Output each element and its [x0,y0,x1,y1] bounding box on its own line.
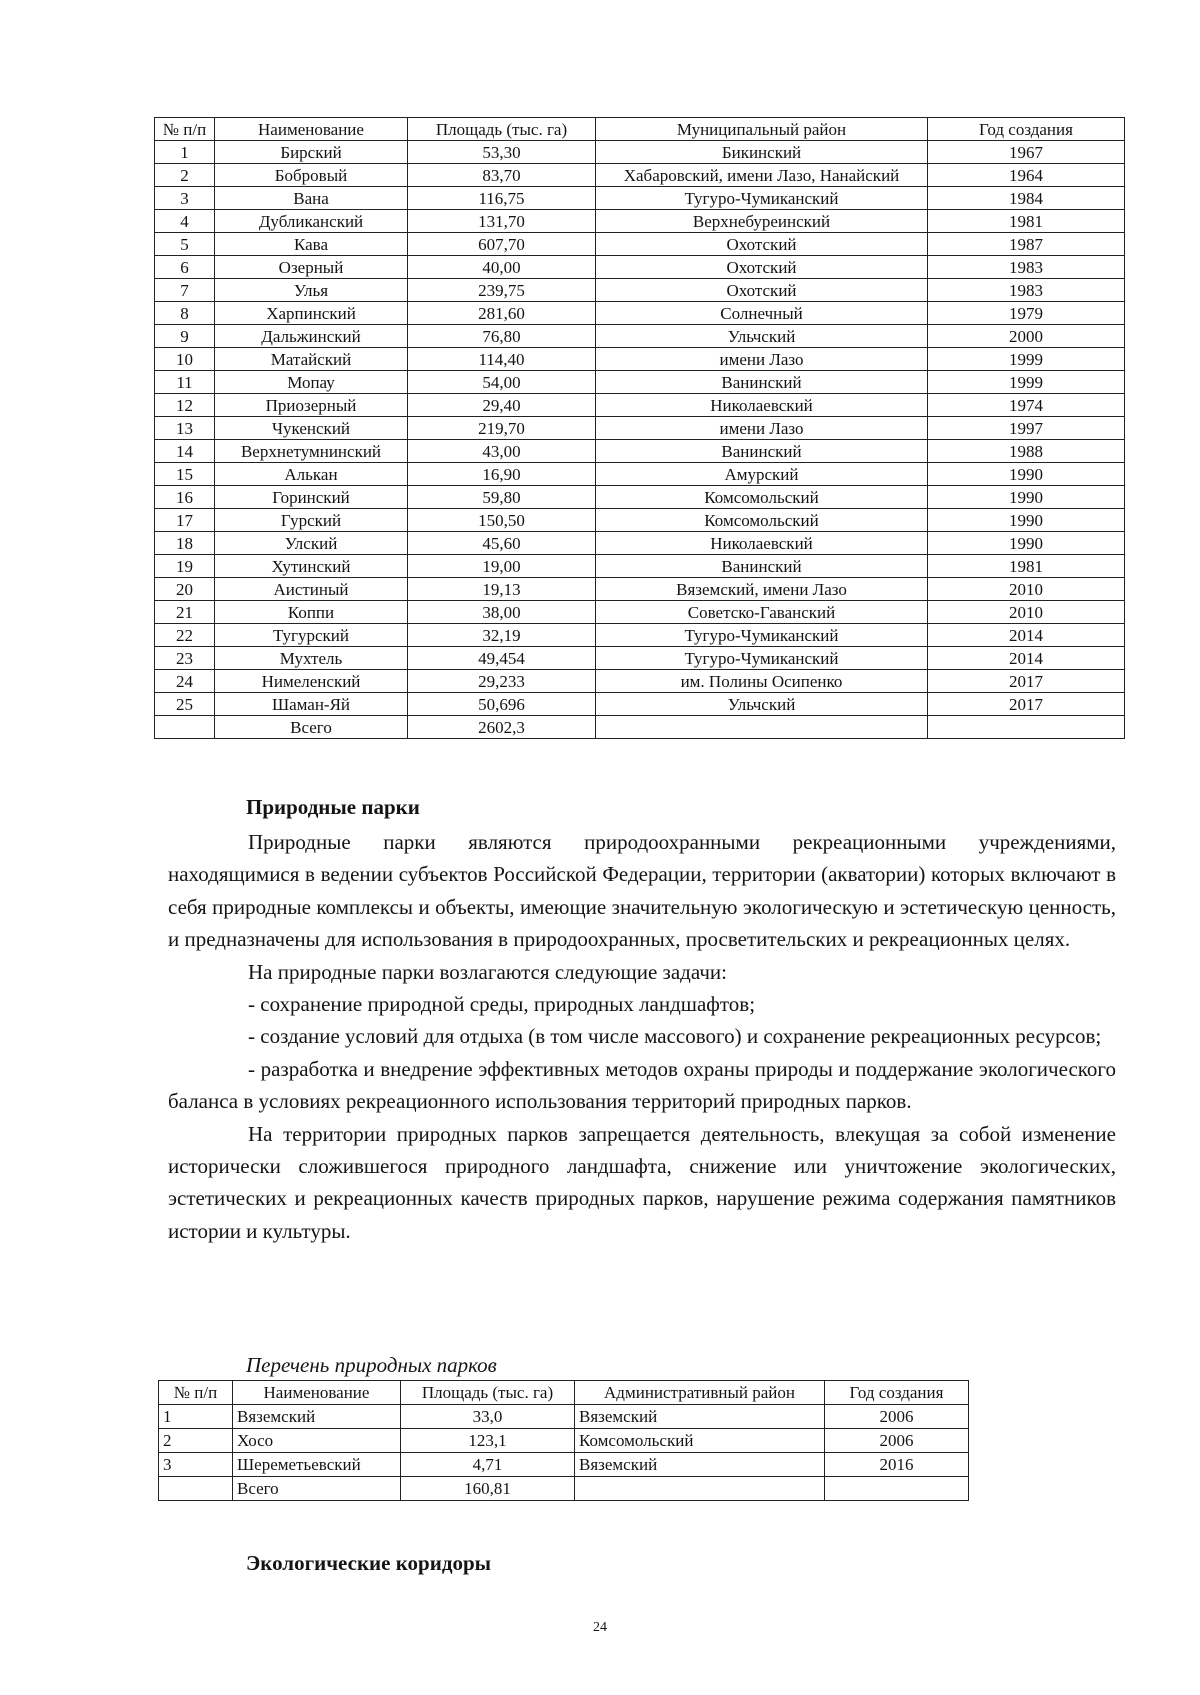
table-cell: Охотский [596,279,928,302]
table-cell: 38,00 [408,601,596,624]
table-row [155,141,1125,164]
table-cell: 160,81 [401,1477,575,1501]
table-cell: 607,70 [408,233,596,256]
table-cell: Хосо [233,1429,401,1453]
table-cell: 19,13 [408,578,596,601]
table-cell: Шаман-Яй [215,693,408,716]
table-cell: 2 [159,1429,233,1453]
table-cell: 16,90 [408,463,596,486]
table-cell: Кава [215,233,408,256]
table-cell: 13 [155,417,215,440]
table-cell: 2006 [825,1429,969,1453]
table-cell: 1981 [928,555,1125,578]
table-cell: 1990 [928,486,1125,509]
table-cell: 123,1 [401,1429,575,1453]
table-cell: Комсомольский [575,1429,825,1453]
table-cell: 219,70 [408,417,596,440]
section-body [168,826,1116,1247]
table-cell: 1984 [928,187,1125,210]
table-cell: Николаевский [596,394,928,417]
empty-cell [928,716,1125,739]
table-cell: 12 [155,394,215,417]
table-cell: Горинский [215,486,408,509]
table-row [155,693,1125,716]
table-cell: 1987 [928,233,1125,256]
table-cell: 1983 [928,279,1125,302]
column-header: Наименование [233,1381,401,1405]
table-cell: Тугуро-Чумиканский [596,647,928,670]
column-header: Год создания [928,118,1125,141]
table-cell: Ванинский [596,440,928,463]
table-cell: Вяземский, имени Лазо [596,578,928,601]
paragraph: На природные парки возлагаются следующие задачи: [248,959,727,984]
table-cell: Вяземский [575,1405,825,1429]
table-cell: Верхнебуреинский [596,210,928,233]
table-cell: Мопау [215,371,408,394]
paragraph: - создание условий для отдыха (в том числе массового) и сохранение рекреационных ресурсов; [248,1024,1102,1049]
table-cell: Бикинский [596,141,928,164]
table-row [155,509,1125,532]
table-cell: 239,75 [408,279,596,302]
table-cell: 43,00 [408,440,596,463]
empty-cell [825,1477,969,1501]
table-cell: Приозерный [215,394,408,417]
table-row [155,440,1125,463]
table-caption: Перечень природных парков [246,1353,497,1377]
table-cell: 49,454 [408,647,596,670]
table-cell: Бирский [215,141,408,164]
table-cell: Всего [233,1477,401,1501]
table-cell: 4 [155,210,215,233]
table-cell: Мухтель [215,647,408,670]
table-cell: 131,70 [408,210,596,233]
table-cell: 16 [155,486,215,509]
column-header: Площадь (тыс. га) [408,118,596,141]
parks-table [158,1380,969,1501]
table-cell: 14 [155,440,215,463]
table-cell: Аистиный [215,578,408,601]
table-cell: 3 [159,1453,233,1477]
table-cell: Охотский [596,233,928,256]
table-cell: Советско-Гаванский [596,601,928,624]
table-cell: 1 [159,1405,233,1429]
table-cell: 50,696 [408,693,596,716]
table-row [155,164,1125,187]
table-cell: 1967 [928,141,1125,164]
table-cell: Шереметьевский [233,1453,401,1477]
table-cell: 6 [155,256,215,279]
table-row [155,555,1125,578]
table-cell: Ванинский [596,371,928,394]
table-cell: 1999 [928,348,1125,371]
table-cell: 3 [155,187,215,210]
table-cell: Хабаровский, имени Лазо, Нанайский [596,164,928,187]
table-cell: 2014 [928,624,1125,647]
page-number: 24 [593,1620,607,1635]
table-cell: Улский [215,532,408,555]
table-row [155,256,1125,279]
table-cell: Комсомольский [596,486,928,509]
table-cell: 76,80 [408,325,596,348]
total-row [159,1477,969,1501]
parks-table-body [159,1405,969,1501]
table-cell: 22 [155,624,215,647]
table-cell: Нимеленский [215,670,408,693]
column-header: № п/п [159,1381,233,1405]
table-cell: 114,40 [408,348,596,371]
table-row [155,486,1125,509]
table-cell: 1964 [928,164,1125,187]
table-cell: 45,60 [408,532,596,555]
table-cell: 2006 [825,1405,969,1429]
table-cell: 29,233 [408,670,596,693]
table-row [155,233,1125,256]
table-row [155,325,1125,348]
table-cell: 2014 [928,647,1125,670]
table-cell: Ульчский [596,325,928,348]
table-cell: 2010 [928,601,1125,624]
table-cell: 59,80 [408,486,596,509]
next-section-heading: Экологические коридоры [246,1551,492,1575]
table-cell: Дальжинский [215,325,408,348]
table-cell: 1990 [928,509,1125,532]
empty-cell [575,1477,825,1501]
table-cell: Вяземский [575,1453,825,1477]
table-cell: Гурский [215,509,408,532]
table-row [155,417,1125,440]
table-cell: им. Полины Осипенко [596,670,928,693]
table-cell: Алькан [215,463,408,486]
table-cell: 5 [155,233,215,256]
table-row [155,302,1125,325]
table-cell: 1988 [928,440,1125,463]
table-row [159,1405,969,1429]
table-cell: Коппи [215,601,408,624]
table-cell: имени Лазо [596,417,928,440]
table-row [155,394,1125,417]
table-cell: 150,50 [408,509,596,532]
table-row [155,371,1125,394]
table-cell: 2000 [928,325,1125,348]
table-cell: Охотский [596,256,928,279]
table-cell: Солнечный [596,302,928,325]
table-row [155,210,1125,233]
table-cell: 1974 [928,394,1125,417]
table-cell: Бобровый [215,164,408,187]
table-row [155,187,1125,210]
table-cell: имени Лазо [596,348,928,371]
table-cell: Озерный [215,256,408,279]
table-row [159,1453,969,1477]
paragraph: - сохранение природной среды, природных ландшафтов; [248,992,756,1017]
table-cell: 29,40 [408,394,596,417]
column-header: Наименование [215,118,408,141]
table-cell: Всего [215,716,408,739]
table-cell: 19,00 [408,555,596,578]
table-cell: Матайский [215,348,408,371]
table-cell: 19 [155,555,215,578]
table-cell: 4,71 [401,1453,575,1477]
reserves-table-body [155,141,1125,739]
table-cell: 1 [155,141,215,164]
table-row [155,624,1125,647]
table-cell: 54,00 [408,371,596,394]
table-cell: Верхнетумнинский [215,440,408,463]
table-cell: 2602,3 [408,716,596,739]
column-header: Муниципальный район [596,118,928,141]
empty-cell [159,1477,233,1501]
table-row [155,601,1125,624]
column-header: Административный район [575,1381,825,1405]
table-row [155,532,1125,555]
table-cell: Николаевский [596,532,928,555]
paragraph: На территории природных парков запрещается деятельность, влекущая за собой изменение исторически сложившегося природного ландшафта, снижение или уничтожение экологических, эстетических и рекреационных качеств природных парков, нарушение режима содержания памятников истории и культуры. [168,1121,1116,1243]
table-cell: Вана [215,187,408,210]
table-cell: 25 [155,693,215,716]
table-cell: 1983 [928,256,1125,279]
parks-table-header [159,1381,969,1405]
table-cell: Тугурский [215,624,408,647]
table-cell: Харпинский [215,302,408,325]
table-cell: 116,75 [408,187,596,210]
table-cell: Улья [215,279,408,302]
table-cell: Хутинский [215,555,408,578]
table-cell: Амурский [596,463,928,486]
table-cell: 21 [155,601,215,624]
table-cell: 1997 [928,417,1125,440]
table-cell: 1981 [928,210,1125,233]
table-cell: Вяземский [233,1405,401,1429]
table-row [155,348,1125,371]
table-cell: 20 [155,578,215,601]
reserves-table [154,117,1125,739]
paragraph: - разработка и внедрение эффективных методов охраны природы и поддержание экологического баланса в условиях рекреационного использования территорий природных парков. [168,1056,1116,1114]
reserves-table-header [155,118,1125,141]
table-cell: 2017 [928,670,1125,693]
table-cell: 53,30 [408,141,596,164]
table-cell: Дубликанский [215,210,408,233]
table-cell: 281,60 [408,302,596,325]
paragraph: Природные парки являются природоохранными рекреационными учреждениями, находящимися в ведении субъектов Российской Федерации, территории (акватории) которых включают в себя природные комплексы и объекты, имеющие значительную экологическую и эстетическую ценность, и предназначены для использования в природоохранных, просветительских и рекреационных целях. [168,830,1116,952]
table-cell: 23 [155,647,215,670]
table-row [155,578,1125,601]
table-cell: 1999 [928,371,1125,394]
table-cell: 17 [155,509,215,532]
table-cell: 2010 [928,578,1125,601]
empty-cell [596,716,928,739]
table-cell: Ванинский [596,555,928,578]
table-cell: 1979 [928,302,1125,325]
table-cell: 1990 [928,532,1125,555]
table-cell: 83,70 [408,164,596,187]
table-cell: 2 [155,164,215,187]
table-cell: 8 [155,302,215,325]
table-cell: Тугуро-Чумиканский [596,187,928,210]
table-cell: 10 [155,348,215,371]
table-cell: Чукенский [215,417,408,440]
table-cell: 15 [155,463,215,486]
table-cell: Тугуро-Чумиканский [596,624,928,647]
total-row [155,716,1125,739]
table-cell: 7 [155,279,215,302]
table-cell: 33,0 [401,1405,575,1429]
table-cell: Ульчский [596,693,928,716]
table-cell: 9 [155,325,215,348]
table-row [155,463,1125,486]
table-cell: 18 [155,532,215,555]
table-cell: 2017 [928,693,1125,716]
table-row [155,670,1125,693]
table-row [155,647,1125,670]
section-heading: Природные парки [246,795,420,819]
table-cell: 24 [155,670,215,693]
table-cell: 40,00 [408,256,596,279]
table-row [159,1429,969,1453]
table-cell: 2016 [825,1453,969,1477]
table-cell: 11 [155,371,215,394]
column-header: № п/п [155,118,215,141]
empty-cell [155,716,215,739]
table-row [155,279,1125,302]
column-header: Площадь (тыс. га) [401,1381,575,1405]
table-cell: 1990 [928,463,1125,486]
column-header: Год создания [825,1381,969,1405]
table-cell: Комсомольский [596,509,928,532]
table-cell: 32,19 [408,624,596,647]
